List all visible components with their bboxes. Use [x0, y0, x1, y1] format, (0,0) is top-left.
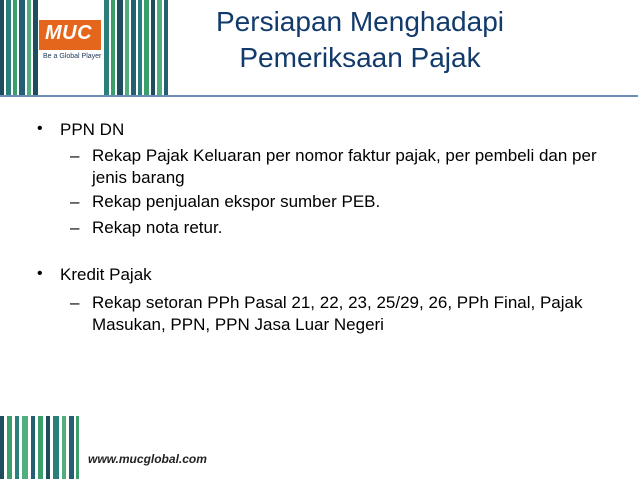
- footer-stripe: [53, 416, 59, 479]
- sub-item: Rekap penjualan ekspor sumber PEB.: [92, 192, 381, 211]
- dash-symbol: –: [70, 293, 80, 312]
- title-line-1: Persiapan Menghadapi: [216, 6, 504, 37]
- footer-band: [0, 416, 80, 479]
- footer-stripe: [38, 416, 43, 479]
- sub-item: Rekap setoran PPh Pasal 21, 22, 23, 25/29, 26, PPh Final, Pajak Masukan, PPN, PPN Jasa Luar Negeri: [92, 293, 583, 334]
- footer-stripe: [22, 416, 28, 479]
- logo-tagline: Be a Global Player: [43, 53, 102, 60]
- bullet-label: Kredit Pajak: [60, 265, 152, 284]
- footer-website-link[interactable]: www.mucglobal.com: [88, 452, 207, 466]
- page-title: [180, 4, 540, 76]
- footer-stripe: [69, 416, 74, 479]
- footer-stripe: [7, 416, 12, 479]
- header-band: [0, 0, 638, 95]
- footer-stripe: [76, 416, 79, 479]
- header-stripe: [131, 0, 136, 95]
- footer-stripe: [31, 416, 35, 479]
- header-stripe: [151, 0, 155, 95]
- header-stripe: [144, 0, 149, 95]
- bullet-label: PPN DN: [60, 120, 125, 139]
- header-stripe: [33, 0, 38, 95]
- footer-stripe: [15, 416, 19, 479]
- header-stripe: [0, 0, 4, 95]
- footer-stripe: [0, 416, 4, 479]
- footer-stripe: [62, 416, 66, 479]
- bullet-symbol: •: [37, 265, 43, 282]
- bullet-symbol: •: [37, 120, 43, 137]
- footer-stripe: [46, 416, 50, 479]
- dash-symbol: –: [70, 218, 80, 237]
- header-stripe: [27, 0, 31, 95]
- header-stripe: [19, 0, 25, 95]
- sub-item: Rekap Pajak Keluaran per nomor faktur pajak, per pembeli dan per jenis barang: [92, 146, 597, 187]
- header-stripe: [125, 0, 129, 95]
- header-stripe: [111, 0, 115, 95]
- sub-item: Rekap nota retur.: [92, 218, 223, 237]
- header-stripe: [157, 0, 162, 95]
- header-stripe: [104, 0, 109, 95]
- header-stripe: [138, 0, 142, 95]
- logo-text: MUC: [45, 22, 93, 44]
- title-line-2: Pemeriksaan Pajak: [239, 42, 481, 73]
- header-stripe: [117, 0, 123, 95]
- header-stripe: [13, 0, 17, 95]
- dash-symbol: –: [70, 192, 80, 211]
- dash-symbol: –: [70, 146, 80, 165]
- header-divider: [0, 95, 638, 97]
- header-stripe: [6, 0, 11, 95]
- header-stripe: [164, 0, 168, 95]
